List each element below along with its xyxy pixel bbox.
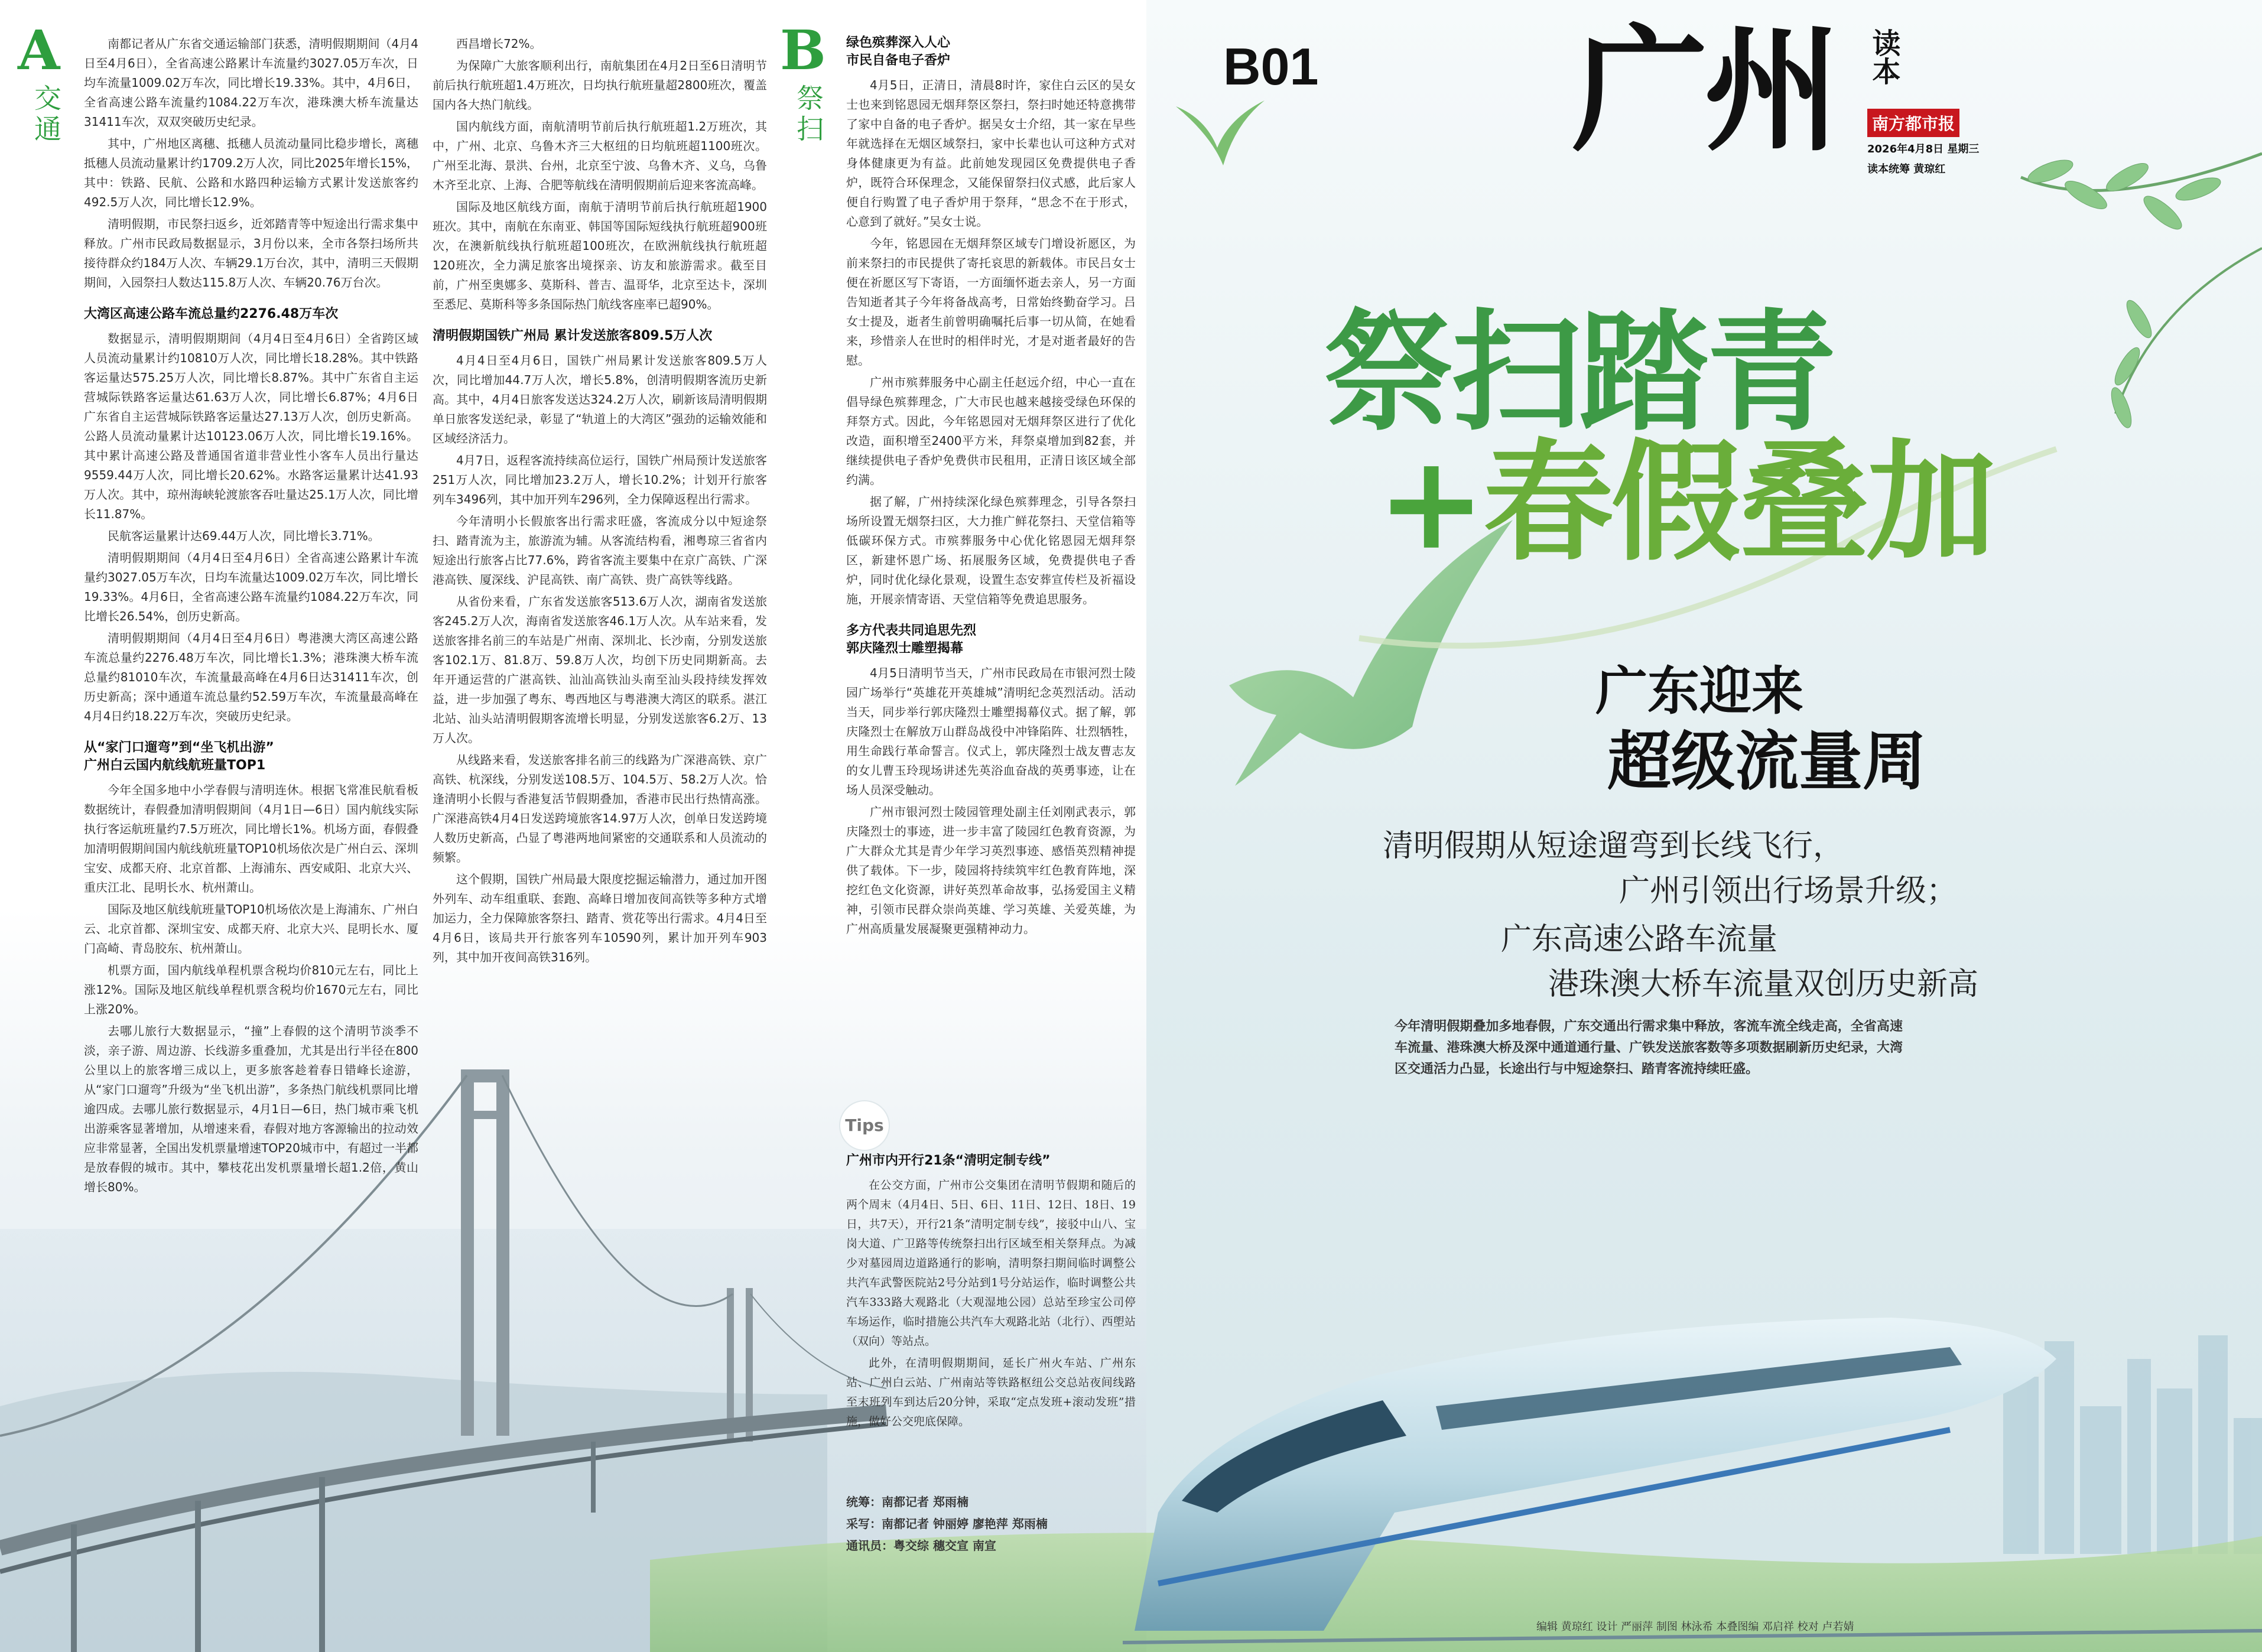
summary-paragraph: 今年清明假期叠加多地春假，广东交通出行需求集中释放，客流车流全线走高，全省高速车流量、港珠澳大桥及深中通道通行量、广铁发送旅客数等多项数据刷新历史纪录，大湾区交通活力凸显，长途出行与中短途祭扫、踏青客流持续旺盛。 bbox=[1395, 1019, 1903, 1077]
lede-line: 广州引领出行场景升级； bbox=[1619, 873, 1958, 909]
subheading: 绿色殡葬深入人心 市民自备电子香炉 bbox=[846, 35, 951, 68]
paragraph: 今年，铭恩园在无烟拜祭区域专门增设祈愿区，为前来祭扫的市民提供了寄托哀思的新载体。市民吕女士便在祈愿区写下寄语，一方面缅怀逝去亲人，另一方面告知逝者其子今年将备战高考，日常始终勤奋学习。吕女士提及，逝者生前曾明确嘱托后事一切从简，在她看来，珍惜亲人在世时的相伴时光，才是对逝者最好的告慰。 bbox=[846, 236, 1136, 368]
paragraph: 从线路来看，发送旅客排名前三的线路为广深港高铁、京广高铁、杭深线，分别发送108.5万、104.5万、58.2万人次。恰逢清明小长假与香港复活节假期叠加，香港市民出行热情高涨。广深港高铁4月4日发送跨境旅客14.97万人次，创单日发送跨境人数历史新高，凸显了粤港两地间紧密的交通联系和人员流动的频繁。 bbox=[433, 753, 767, 864]
hero-title-line-1: 祭扫踏青 bbox=[1324, 295, 1835, 448]
masthead-side bbox=[1867, 28, 1980, 177]
paragraph: 民航客运量累计达69.44万人次，同比增长3.71%。 bbox=[108, 529, 380, 543]
article-column-2 bbox=[433, 34, 767, 970]
section-b-letter: B bbox=[780, 18, 826, 82]
paragraph: 西昌增长72%。 bbox=[456, 37, 542, 51]
paragraph: 广州市殡葬服务中心副主任赵远介绍，中心一直在倡导绿色殡葬理念，广大市民也越来越接受绿色环保的拜祭方式。因此，今年铭恩园对无烟拜祭区进行了优化改造，面积增至2400平方米，拜祭桌增加到82套，并继续提供电子香炉免费供市民租用，正清日该区域全部约满。 bbox=[846, 375, 1136, 487]
paragraph: 4月5日，正清日，清晨8时许，家住白云区的吴女士也来到铭恩园无烟拜祭区祭扫，祭扫时她还特意携带了家中自备的电子香炉。据吴女士介绍，其一家在早些年就选择在无烟区域祭扫，家中长辈也认可这种方式对身体健康更为有益。此前她发现园区免费提供电子香炉，既符合环保理念，又能保留祭扫仪式感，此后家人便自行购置了电子香炉用于祭拜，“思念不在于形式，心意到了就好。”吴女士说。 bbox=[846, 78, 1136, 229]
tips-article bbox=[846, 1152, 1136, 1434]
paragraph: 国际及地区航线方面，南航于清明节前后执行航班超1900班次。其中，南航在东南亚、韩国等国际短线执行航班超900班次，在澳新航线执行航班超100班次，在欧洲航线执行航班超120班次，全力满足旅客出境探亲、访友和旅游需求。截至目前，广州至奥娜多、莫斯科、普吉、温哥华，北京至达卡，深圳至悉尼、莫斯科等多条国际热门航线客座率已超90%。 bbox=[433, 200, 767, 311]
paragraph: 去哪儿旅行大数据显示，“撞”上春假的这个清明节淡季不淡，亲子游、周边游、长线游多重叠加，尤其是出行半径在800公里以上的旅客增三成以上，更多旅客趁着春日错峰长途游，从“家门口遛弯”升级为“坐飞机出游”，多条热门航线机票同比增逾四成。去哪儿旅行数据显示，4月1日—6日，热门城市乘飞机出游乘客显著增加，从增速来看，春假对地方客源输出的拉动效应非常显著，全国出发机票量增速TOP20城市中，有超过一半都是放春假的城市。其中，攀枝花出发机票量增长超1.2倍，黄山增长80%。 bbox=[84, 1024, 418, 1194]
credit-line: 统筹：南都记者 郑雨楠 bbox=[846, 1495, 968, 1509]
paragraph: 广州市银河烈士陵园管理处副主任刘刚武表示，郭庆隆烈士的事迹，进一步丰富了陵园红色教育资源，为广大群众尤其是青少年学习英烈事迹、感悟英烈精神提供了载体。下一步，陵园将持续筑牢红色教育阵地，深挖红色文化资源，讲好英烈革命故事，弘扬爱国主义精神，引领市民群众崇尚英雄、学习英雄、关爱英雄，为广州高质量发展凝聚更强精神动力。 bbox=[846, 805, 1136, 936]
page-number: B01 bbox=[1223, 37, 1319, 96]
paragraph: 机票方面，国内航线单程机票含税均价810元左右，同比上涨12%。国际及地区航线单程机票含税均价1670元左右，同比上涨20%。 bbox=[84, 963, 418, 1016]
lede-line: 清明假期从短途遛弯到长线飞行， bbox=[1383, 828, 1844, 864]
paragraph: 从省份来看，广东省发送旅客513.6万人次，湖南省发送旅客245.2万人次，海南省发送旅客46.1万人次。从车站来看，发送旅客排名前三的车站是广州南、深圳北、长沙南，分别发送旅客102.1万、81.8万、59.8万人次，均创下历史同期新高。去年开通运营的广湛高铁、汕汕高铁汕头南至汕头段持续发挥效益，进一步加强了粤东、粤西地区与粤港澳大湾区的联系。湛江北站、汕头站清明假期客流增长明显，分别发送旅客6.2万、13万人次。 bbox=[433, 594, 767, 745]
section-a-label: 交通 bbox=[30, 84, 62, 145]
paragraph: 数据显示，清明假期期间（4月4日至4月6日）全省跨区域人员流动量累计约10810万人次，同比增长18.28%。其中铁路客运量达575.25万人次，同比增长8.87%。其中广东省自主运营城际铁路客运量达61.63万人次，同比增长6.87%；4月6日广东省自主运营城际铁路客运量达27.13万人次，创历史新高。公路人员流动量累计达10123.06万人次，同比增长19.16%。其中累计高速公路及普通国省道非营业性小客车人员出行量达9559.44万人次，同比增长20.62%。水路客运量累计达41.93万人次。其中，琼州海峡轮渡旅客吞吐量达25.1万人次，同比增长11.87%。 bbox=[84, 331, 418, 521]
paragraph: 国际及地区航线航班量TOP10机场依次是上海浦东、广州白云、北京首都、深圳宝安、成都天府、北京大兴、昆明长水、厦门高崎、青岛胶东、杭州萧山。 bbox=[84, 902, 418, 955]
paragraph: 今年全国多地中小学春假与清明连休。根据飞常准民航看板数据统计，春假叠加清明假期间（4月1日—6日）国内航线实际执行客运航班量约7.5万班次，同比增长1%。机场方面，春假叠加清明假期间国内航线航班量TOP10机场依次是广州白云、深圳宝安、成都天府、北京首都、上海浦东、西安咸阳、北京大兴、重庆江北、昆明长水、杭州萧山。 bbox=[84, 783, 418, 895]
paragraph: 南都记者从广东省交通运输部门获悉，清明假期期间（4月4日至4月6日），全省高速公路累计车流量约3027.05万车次，日均车流量1009.02万车次，同比增长19.33%。其中，4月6日，全省高速公路车流量约1084.22万车次，港珠澳大桥车流量达31411车次，双双突破历史纪录。 bbox=[84, 37, 418, 129]
hero-title-line-2: +春假叠加 bbox=[1377, 425, 1994, 578]
subheading: 广州市内开行21条“清明定制专线” bbox=[846, 1153, 1051, 1168]
byline bbox=[846, 1492, 1136, 1558]
subheading: 大湾区高速公路车流总量约2276.48万车次 bbox=[84, 307, 339, 321]
paragraph: 为保障广大旅客顺利出行，南航集团在4月2日至6日清明节前后执行航班超1.4万班次，日均执行航班量超2800班次，覆盖国内各大热门航线。 bbox=[433, 58, 767, 112]
paragraph: 这个假期，国铁广州局最大限度挖掘运输潜力，通过加开图外列车、动车组重联、套跑、高峰日增加夜间高铁等多种方式增加运力，全力保障旅客祭扫、踏青、赏花等出行需求。4月4日至4月6日，该局共开行旅客列车10590列，累计加开列车903列，其中加开夜间高铁316列。 bbox=[433, 872, 767, 964]
hero-subtitle-1: 广东迎来 bbox=[1595, 661, 1804, 721]
small-bird-icon bbox=[1176, 100, 1265, 165]
article-column-3 bbox=[846, 34, 1136, 941]
paragraph: 清明假期期间（4月4日至4月6日）粤港澳大湾区高速公路车流总量约2276.48万车次，同比增长1.3%；港珠澳大桥车流总量约81010车次，车流量最高峰在4月6日达31411车次，创历史新高；深中通道车流总量约52.59万车次，车流量最高峰在4月4日约18.22万车次，突破历史纪录。 bbox=[84, 631, 418, 723]
lede-line: 广东高速公路车流量 bbox=[1501, 922, 1778, 957]
newspaper-logo: 南方都市报 bbox=[1867, 109, 1959, 137]
paragraph: 4月5日清明节当天，广州市民政局在市银河烈士陵园广场举行“英雄花开英雄城”清明纪念英烈活动。活动当天，同步举行郭庆隆烈士雕塑揭幕仪式。据了解，郭庆隆烈士在解放万山群岛战役中冲锋陷阵、壮烈牺牲，用生命践行革命誓言。仪式上，郭庆隆烈士战友曹志友的女儿曹玉玲现场讲述先英浴血奋战的英勇事迹，让在场人员深受触动。 bbox=[846, 666, 1136, 797]
paragraph: 据了解，广州持续深化绿色殡葬理念，引导各祭扫场所设置无烟祭扫区，大力推广鲜花祭扫、天堂信箱等低碳环保方式。市殡葬服务中心优化铭恩园无烟拜祭区，新建怀恩广场、拓展服务区域，免费提供电子香炉，同时优化绿化景观，设置生态安葬宣传栏及祈福设施，开展亲情寄语、天堂信箱等免费追思服务。 bbox=[846, 495, 1136, 606]
issue-date: 2026年4月8日 星期三 bbox=[1867, 143, 1980, 155]
paragraph: 其中，广州地区离穗、抵穗人员流动量同比稳步增长，离穗抵穗人员流动量累计约1709.2万人次，同比2025年增长15%，其中：铁路、民航、公路和水路四种运输方式累计发送旅客约492.5万人次，同比增长12.9%。 bbox=[84, 136, 418, 209]
subheading: 从“家门口遛弯”到“坐飞机出游” 广州白云国内航线航班量TOP1 bbox=[84, 740, 274, 773]
paragraph: 今年清明小长假旅客出行需求旺盛，客流成分以中短途祭扫、踏青流为主，旅游流为辅。从客流结构看，湘粤琼三省省内短途出行旅客占比77.6%，跨省客流主要集中在京广高铁、广深港高铁、厦深线、沪昆高铁、南广高铁、贵广高铁等线路。 bbox=[433, 514, 767, 587]
paragraph: 国内航线方面，南航清明节前后执行航班超1.2万班次，其中，广州、北京、乌鲁木齐三大枢纽的日均航班超1100班次。广州至北海、景洪、台州，北京至宁波、乌鲁木齐、义乌，乌鲁木齐至北京、上海、合肥等航线在清明假期前后迎来客流高峰。 bbox=[433, 119, 767, 192]
masthead-title: 广州 bbox=[1572, 12, 1837, 170]
credit-line: 通讯员：粤交综 穗交宣 南宣 bbox=[846, 1539, 996, 1553]
lede-line: 港珠澳大桥车流量双创历史新高 bbox=[1548, 967, 1979, 1002]
paragraph: 此外，在清明假期期间，延长广州火车站、广州东站、广州白云站、广州南站等铁路枢纽公交总站夜间线路至末班列车到达后20分钟，采取“定点发班+滚动发班”措施，做好公交兜底保障。 bbox=[846, 1357, 1136, 1428]
credit-line: 采写：南都记者 钟丽婷 廖艳萍 郑雨楠 bbox=[846, 1517, 1048, 1531]
footer-credits: 编辑 黄琼红 设计 严丽萍 制图 林泳希 本叠图编 邓启祥 校对 卢若婧 bbox=[1536, 1621, 1854, 1633]
masthead-label: 读本 bbox=[1867, 28, 1900, 85]
issue-editor: 读本统筹 黄琼红 bbox=[1867, 163, 1946, 175]
tips-badge: Tips bbox=[839, 1100, 890, 1151]
paragraph: 在公交方面，广州市公交集团在清明节假期和随后的两个周末（4月4日、5日、6日、11日、12日、18日、19日，共7天），开行21条“清明定制专线”，接驳中山八、宝岗大道、广卫路等传统祭扫出行区域至相关祭拜点。为减少对墓园周边道路通行的影响，清明祭扫期间临时调整公共汽车武警医院站2号分站到1号分站运作，临时调整公共汽车333路大观路北（大观湿地公园）总站至珍宝公司停车场运作，临时措施公共汽车大观路北站（北行）、西塱站（双向）等站点。 bbox=[846, 1179, 1136, 1348]
paragraph: 清明假期期间（4月4日至4月6日）全省高速公路累计车流量约3027.05万车次，日均车流量达1009.02万车次，同比增长19.33%。4月6日，全省高速公路车流量约1084.22万车次，同比增长26.54%，创历史新高。 bbox=[84, 551, 418, 623]
willow-branch-illustration bbox=[2021, 154, 2262, 430]
subheading: 清明假期国铁广州局 累计发送旅客809.5万人次 bbox=[433, 329, 713, 343]
section-b-label: 祭扫 bbox=[792, 84, 824, 145]
section-a-letter: A bbox=[18, 18, 60, 82]
article-column-1 bbox=[84, 34, 418, 1199]
paragraph: 4月4日至4月6日，国铁广州局累计发送旅客809.5万人次，同比增加44.7万人次，增长5.8%，创清明假期客流历史新高。其中，4月4日旅客发送达324.2万人次，刷新该局清明假期单日旅客发送纪录，彰显了“轨道上的大湾区”强劲的运输效能和区域经济活力。 bbox=[433, 353, 767, 445]
paragraph: 清明假期，市民祭扫返乡，近郊踏青等中短途出行需求集中释放。广州市民政局数据显示，3月份以来，全市各祭扫场所共接待群众约184万人次、车辆29.1万台次，其中，清明三天假期期间，入园祭扫人数达115.8万人次、车辆20.76万台次。 bbox=[84, 217, 418, 290]
hero-subtitle-2: 超级流量周 bbox=[1607, 725, 1927, 799]
subheading: 多方代表共同追思先烈 郭庆隆烈士雕塑揭幕 bbox=[846, 623, 977, 656]
paragraph: 4月7日，返程客流持续高位运行，国铁广州局预计发送旅客251万人次，同比增加23.2万人，增长10.2%；计划开行旅客列车3496列，其中加开列车296列，全力保障返程出行需求。 bbox=[433, 453, 767, 506]
